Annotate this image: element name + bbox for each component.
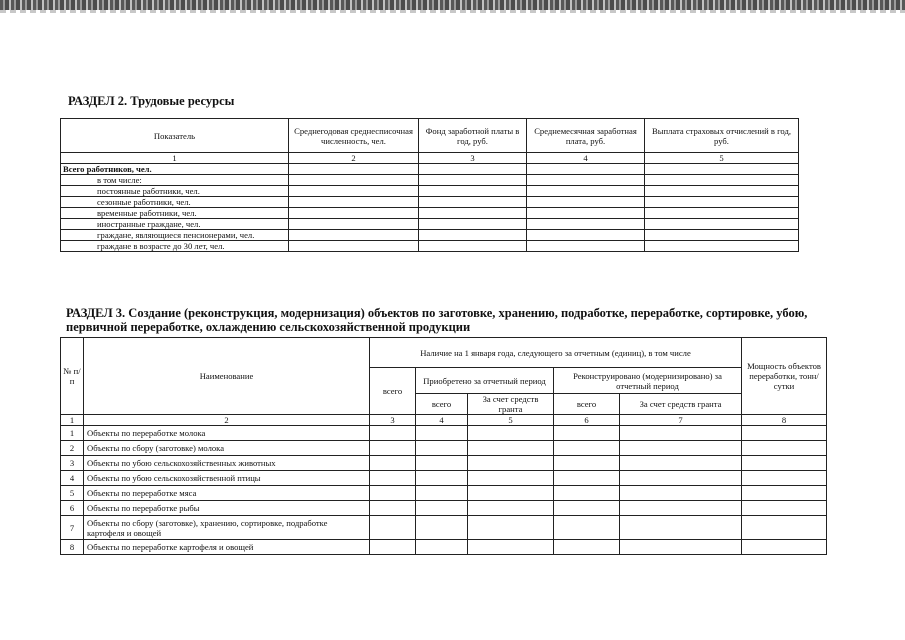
s3-cell (554, 441, 620, 456)
s2-header-insurance: Выплата страховых отчислений в год, руб. (645, 119, 799, 153)
s3-cell (468, 540, 554, 555)
s3-row-name: Объекты по переработке картофеля и овощей (84, 540, 370, 555)
s3-row-num: 2 (61, 441, 84, 456)
s3-col-number: 4 (416, 415, 468, 426)
s3-cell (370, 516, 416, 540)
s3-row-name: Объекты по сбору (заготовке), хранению, сортировке, подработке картофеля и овощей (84, 516, 370, 540)
s2-row-label: граждане в возрасте до 30 лет, чел. (61, 241, 289, 252)
s3-cell (742, 441, 827, 456)
table-row (61, 471, 827, 486)
s3-cell (416, 471, 468, 486)
s2-cell (419, 230, 527, 241)
s2-row-label: временные работники, чел. (61, 208, 289, 219)
s2-cell (419, 241, 527, 252)
s3-row-name: Объекты по убою сельскохозяйственных животных (84, 456, 370, 471)
table-row (61, 540, 827, 555)
table-row (61, 197, 799, 208)
table-row (61, 241, 799, 252)
s3-row-name: Объекты по переработке мяса (84, 486, 370, 501)
section3-number-row (61, 415, 827, 426)
s2-header-payroll: Фонд заработной платы в год, руб. (419, 119, 527, 153)
s3-cell (620, 516, 742, 540)
s3-cell (468, 441, 554, 456)
s3-cell (554, 471, 620, 486)
s3-cell (554, 540, 620, 555)
table-row (61, 441, 827, 456)
s3-cell (554, 426, 620, 441)
s2-col-number: 4 (527, 153, 645, 164)
s3-row-name: Объекты по сбору (заготовке) молока (84, 441, 370, 456)
s2-cell (527, 175, 645, 186)
table-row (61, 516, 827, 540)
s3-cell (742, 540, 827, 555)
s2-cell (645, 230, 799, 241)
s3-col-number: 6 (554, 415, 620, 426)
s3-row-num: 8 (61, 540, 84, 555)
s3-header-reconstructed: Реконструировано (модернизировано) за отчетный период (554, 368, 742, 394)
s3-col-number: 2 (84, 415, 370, 426)
s2-header-indicator: Показатель (61, 119, 289, 153)
s2-cell (645, 219, 799, 230)
s3-cell (416, 501, 468, 516)
s2-cell (527, 241, 645, 252)
s3-row-num: 7 (61, 516, 84, 540)
s3-cell (468, 471, 554, 486)
s2-cell (527, 186, 645, 197)
s3-header-acq-grant: За счет средств гранта (468, 394, 554, 415)
s3-cell (554, 501, 620, 516)
s3-cell (416, 516, 468, 540)
section3-header-row (61, 338, 827, 368)
s3-row-num: 4 (61, 471, 84, 486)
s3-header-acq-total: всего (416, 394, 468, 415)
s2-cell (419, 208, 527, 219)
s2-cell (419, 186, 527, 197)
s3-row-num: 5 (61, 486, 84, 501)
s3-col-number: 8 (742, 415, 827, 426)
s2-col-number: 2 (289, 153, 419, 164)
s3-cell (370, 456, 416, 471)
s2-cell (527, 197, 645, 208)
s2-cell (289, 208, 419, 219)
s3-cell (416, 441, 468, 456)
s3-cell (468, 516, 554, 540)
s3-cell (554, 486, 620, 501)
s3-row-num: 6 (61, 501, 84, 516)
s3-cell (468, 501, 554, 516)
s3-cell (468, 486, 554, 501)
s2-cell (645, 208, 799, 219)
s3-cell (620, 540, 742, 555)
scan-artifact-bar (0, 0, 905, 10)
s2-row-label: Всего работников, чел. (61, 164, 289, 175)
table-row (61, 486, 827, 501)
s2-col-number: 1 (61, 153, 289, 164)
s2-cell (419, 197, 527, 208)
table-row (61, 186, 799, 197)
s3-header-total: всего (370, 368, 416, 415)
s3-cell (416, 426, 468, 441)
s2-header-headcount: Среднегодовая среднесписочная численность, чел. (289, 119, 419, 153)
s3-row-num: 1 (61, 426, 84, 441)
section3-title: РАЗДЕЛ 3. Создание (реконструкция, модернизация) объектов по заготовке, хранению, подработке, переработке, сортировке, убою, первичной переработке, охлаждению сельскохозяйственной продукции (66, 306, 808, 334)
s2-row-label: граждане, являющиеся пенсионерами, чел. (61, 230, 289, 241)
s2-cell (527, 208, 645, 219)
s3-cell (370, 486, 416, 501)
s2-cell (645, 186, 799, 197)
table-row (61, 426, 827, 441)
section2-table (60, 118, 799, 252)
s3-col-number: 1 (61, 415, 84, 426)
s2-cell (289, 230, 419, 241)
s3-cell (370, 426, 416, 441)
s3-header-rec-total: всего (554, 394, 620, 415)
s2-cell (527, 230, 645, 241)
s2-cell (419, 219, 527, 230)
s3-cell (370, 441, 416, 456)
s2-cell (419, 164, 527, 175)
s3-header-num: № п/п (61, 338, 84, 415)
table-row (61, 501, 827, 516)
s3-cell (416, 456, 468, 471)
s3-row-name: Объекты по переработке молока (84, 426, 370, 441)
s2-cell (419, 175, 527, 186)
s2-cell (289, 197, 419, 208)
s3-cell (620, 501, 742, 516)
table-row (61, 164, 799, 175)
s3-cell (370, 540, 416, 555)
s3-header-name: Наименование (84, 338, 370, 415)
s2-cell (289, 175, 419, 186)
s3-cell (554, 516, 620, 540)
s3-row-name: Объекты по переработке рыбы (84, 501, 370, 516)
table-row (61, 230, 799, 241)
s2-cell (645, 175, 799, 186)
s2-cell (645, 197, 799, 208)
s3-row-num: 3 (61, 456, 84, 471)
s3-cell (416, 540, 468, 555)
section2-title: РАЗДЕЛ 2. Трудовые ресурсы (68, 94, 235, 108)
s3-cell (620, 426, 742, 441)
s2-row-label: в том числе: (61, 175, 289, 186)
s3-cell (742, 516, 827, 540)
s3-cell (468, 426, 554, 441)
s2-cell (527, 164, 645, 175)
s3-header-rec-grant: За счет средств гранта (620, 394, 742, 415)
s2-cell (289, 219, 419, 230)
s2-row-label: постоянные работники, чел. (61, 186, 289, 197)
s3-cell (468, 456, 554, 471)
section2-header-row (61, 119, 799, 153)
section2-number-row (61, 153, 799, 164)
s2-cell (645, 241, 799, 252)
s3-cell (742, 486, 827, 501)
s2-row-label: иностранные граждане, чел. (61, 219, 289, 230)
s2-col-number: 3 (419, 153, 527, 164)
table-row (61, 456, 827, 471)
s3-cell (620, 471, 742, 486)
table-row (61, 175, 799, 186)
s3-cell (620, 441, 742, 456)
section3-table (60, 337, 827, 555)
s2-header-avg-salary: Среднемесячная заработная плата, руб. (527, 119, 645, 153)
s2-cell (527, 219, 645, 230)
table-row (61, 219, 799, 230)
s3-header-capacity: Мощность объектов переработки, тонн/сутки (742, 338, 827, 415)
s2-cell (645, 164, 799, 175)
s3-header-acquired: Приобретено за отчетный период (416, 368, 554, 394)
s3-cell (370, 501, 416, 516)
s3-cell (742, 456, 827, 471)
s3-cell (742, 426, 827, 441)
s2-cell (289, 164, 419, 175)
s3-cell (370, 471, 416, 486)
s2-row-label: сезонные работники, чел. (61, 197, 289, 208)
table-row (61, 208, 799, 219)
s3-cell (620, 456, 742, 471)
s3-cell (742, 501, 827, 516)
s2-cell (289, 186, 419, 197)
s3-cell (742, 471, 827, 486)
s3-col-number: 3 (370, 415, 416, 426)
s3-cell (554, 456, 620, 471)
s2-col-number: 5 (645, 153, 799, 164)
scan-artifact-bar-light (0, 10, 905, 13)
s3-col-number: 5 (468, 415, 554, 426)
s2-cell (289, 241, 419, 252)
s3-col-number: 7 (620, 415, 742, 426)
s3-cell (416, 486, 468, 501)
s3-header-availability: Наличие на 1 января года, следующего за отчетным (единиц), в том числе (370, 338, 742, 368)
s3-cell (620, 486, 742, 501)
s3-row-name: Объекты по убою сельскохозяйственной птицы (84, 471, 370, 486)
